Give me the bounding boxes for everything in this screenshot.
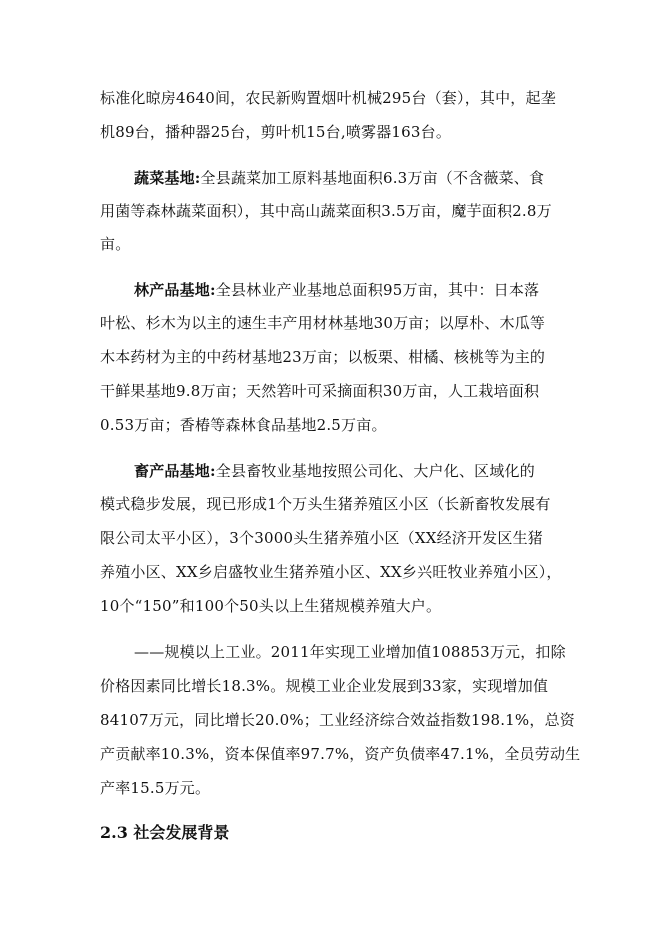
livestock-line-1	[134, 461, 535, 481]
industry-line-5: 产率15.5万元。	[100, 779, 211, 797]
forest-line-2: 叶松、杉木为以主的速生丰产用材林基地30万亩；以厚朴、木瓜等	[100, 314, 546, 332]
industry-line-2: 价格因素同比增长18.3%。规模工业企业发展到33家，实现增加值	[100, 677, 549, 695]
forest-line-1	[134, 280, 539, 300]
forest-line-4: 干鲜果基地9.8万亩；天然箬叶可采摘面积30万亩，人工栽培面积	[100, 382, 540, 400]
livestock-line-1-text: 全县畜牧业基地按照公司化、大户化、区域化的	[215, 462, 535, 480]
industry-line-3: 84107万元，同比增长20.0%；工业经济综合效益指数198.1%，总资	[100, 711, 575, 729]
vegetable-line-3: 亩。	[100, 235, 131, 253]
section-heading: 2.3 社会发展背景	[100, 823, 230, 842]
forest-label: 林产品基地:	[134, 281, 216, 299]
livestock-line-3: 限公司太平小区），3个3000头生猪养殖小区（XX经济开发区生猪	[100, 529, 543, 547]
industry-line-1: ——规模以上工业。2011年实现工业增加值108853万元，扣除	[134, 643, 566, 661]
livestock-line-4: 养殖小区、XX乡启盛牧业生猪养殖小区、XX乡兴旺牧业养殖小区），	[100, 563, 562, 581]
vegetable-line-1	[134, 168, 544, 188]
forest-line-3: 木本药材为主的中药材基地23万亩；以板栗、柑橘、核桃等为主的	[100, 348, 546, 366]
vegetable-label: 蔬菜基地:	[134, 169, 201, 187]
livestock-line-5: 10个“150”和100个50头以上生猪规模养殖大户。	[100, 597, 442, 615]
industry-line-4: 产贡献率10.3%，资本保值率97.7%，资产负债率47.1%，全员劳动生	[100, 745, 581, 763]
livestock-label: 畜产品基地:	[134, 462, 216, 480]
vegetable-line-1-text: 全县蔬菜加工原料基地面积6.3万亩（不含薇菜、食	[200, 169, 545, 187]
forest-line-1-text: 全县林业产业基地总面积95万亩，其中：日本落	[215, 281, 540, 299]
tobacco-line-1: 标准化晾房4640间，农民新购置烟叶机械295台（套），其中，起垄	[100, 89, 556, 107]
vegetable-line-2: 用菌等森林蔬菜面积），其中高山蔬菜面积3.5万亩，魔芋面积2.8万	[100, 202, 552, 220]
forest-line-5: 0.53万亩；香椿等森林食品基地2.5万亩。	[100, 416, 387, 434]
livestock-line-2: 模式稳步发展，现已形成1个万头生猪养殖区小区（长新畜牧发展有	[100, 495, 551, 513]
tobacco-line-2: 机89台，播种器25台，剪叶机15台,喷雾器163台。	[100, 123, 452, 141]
